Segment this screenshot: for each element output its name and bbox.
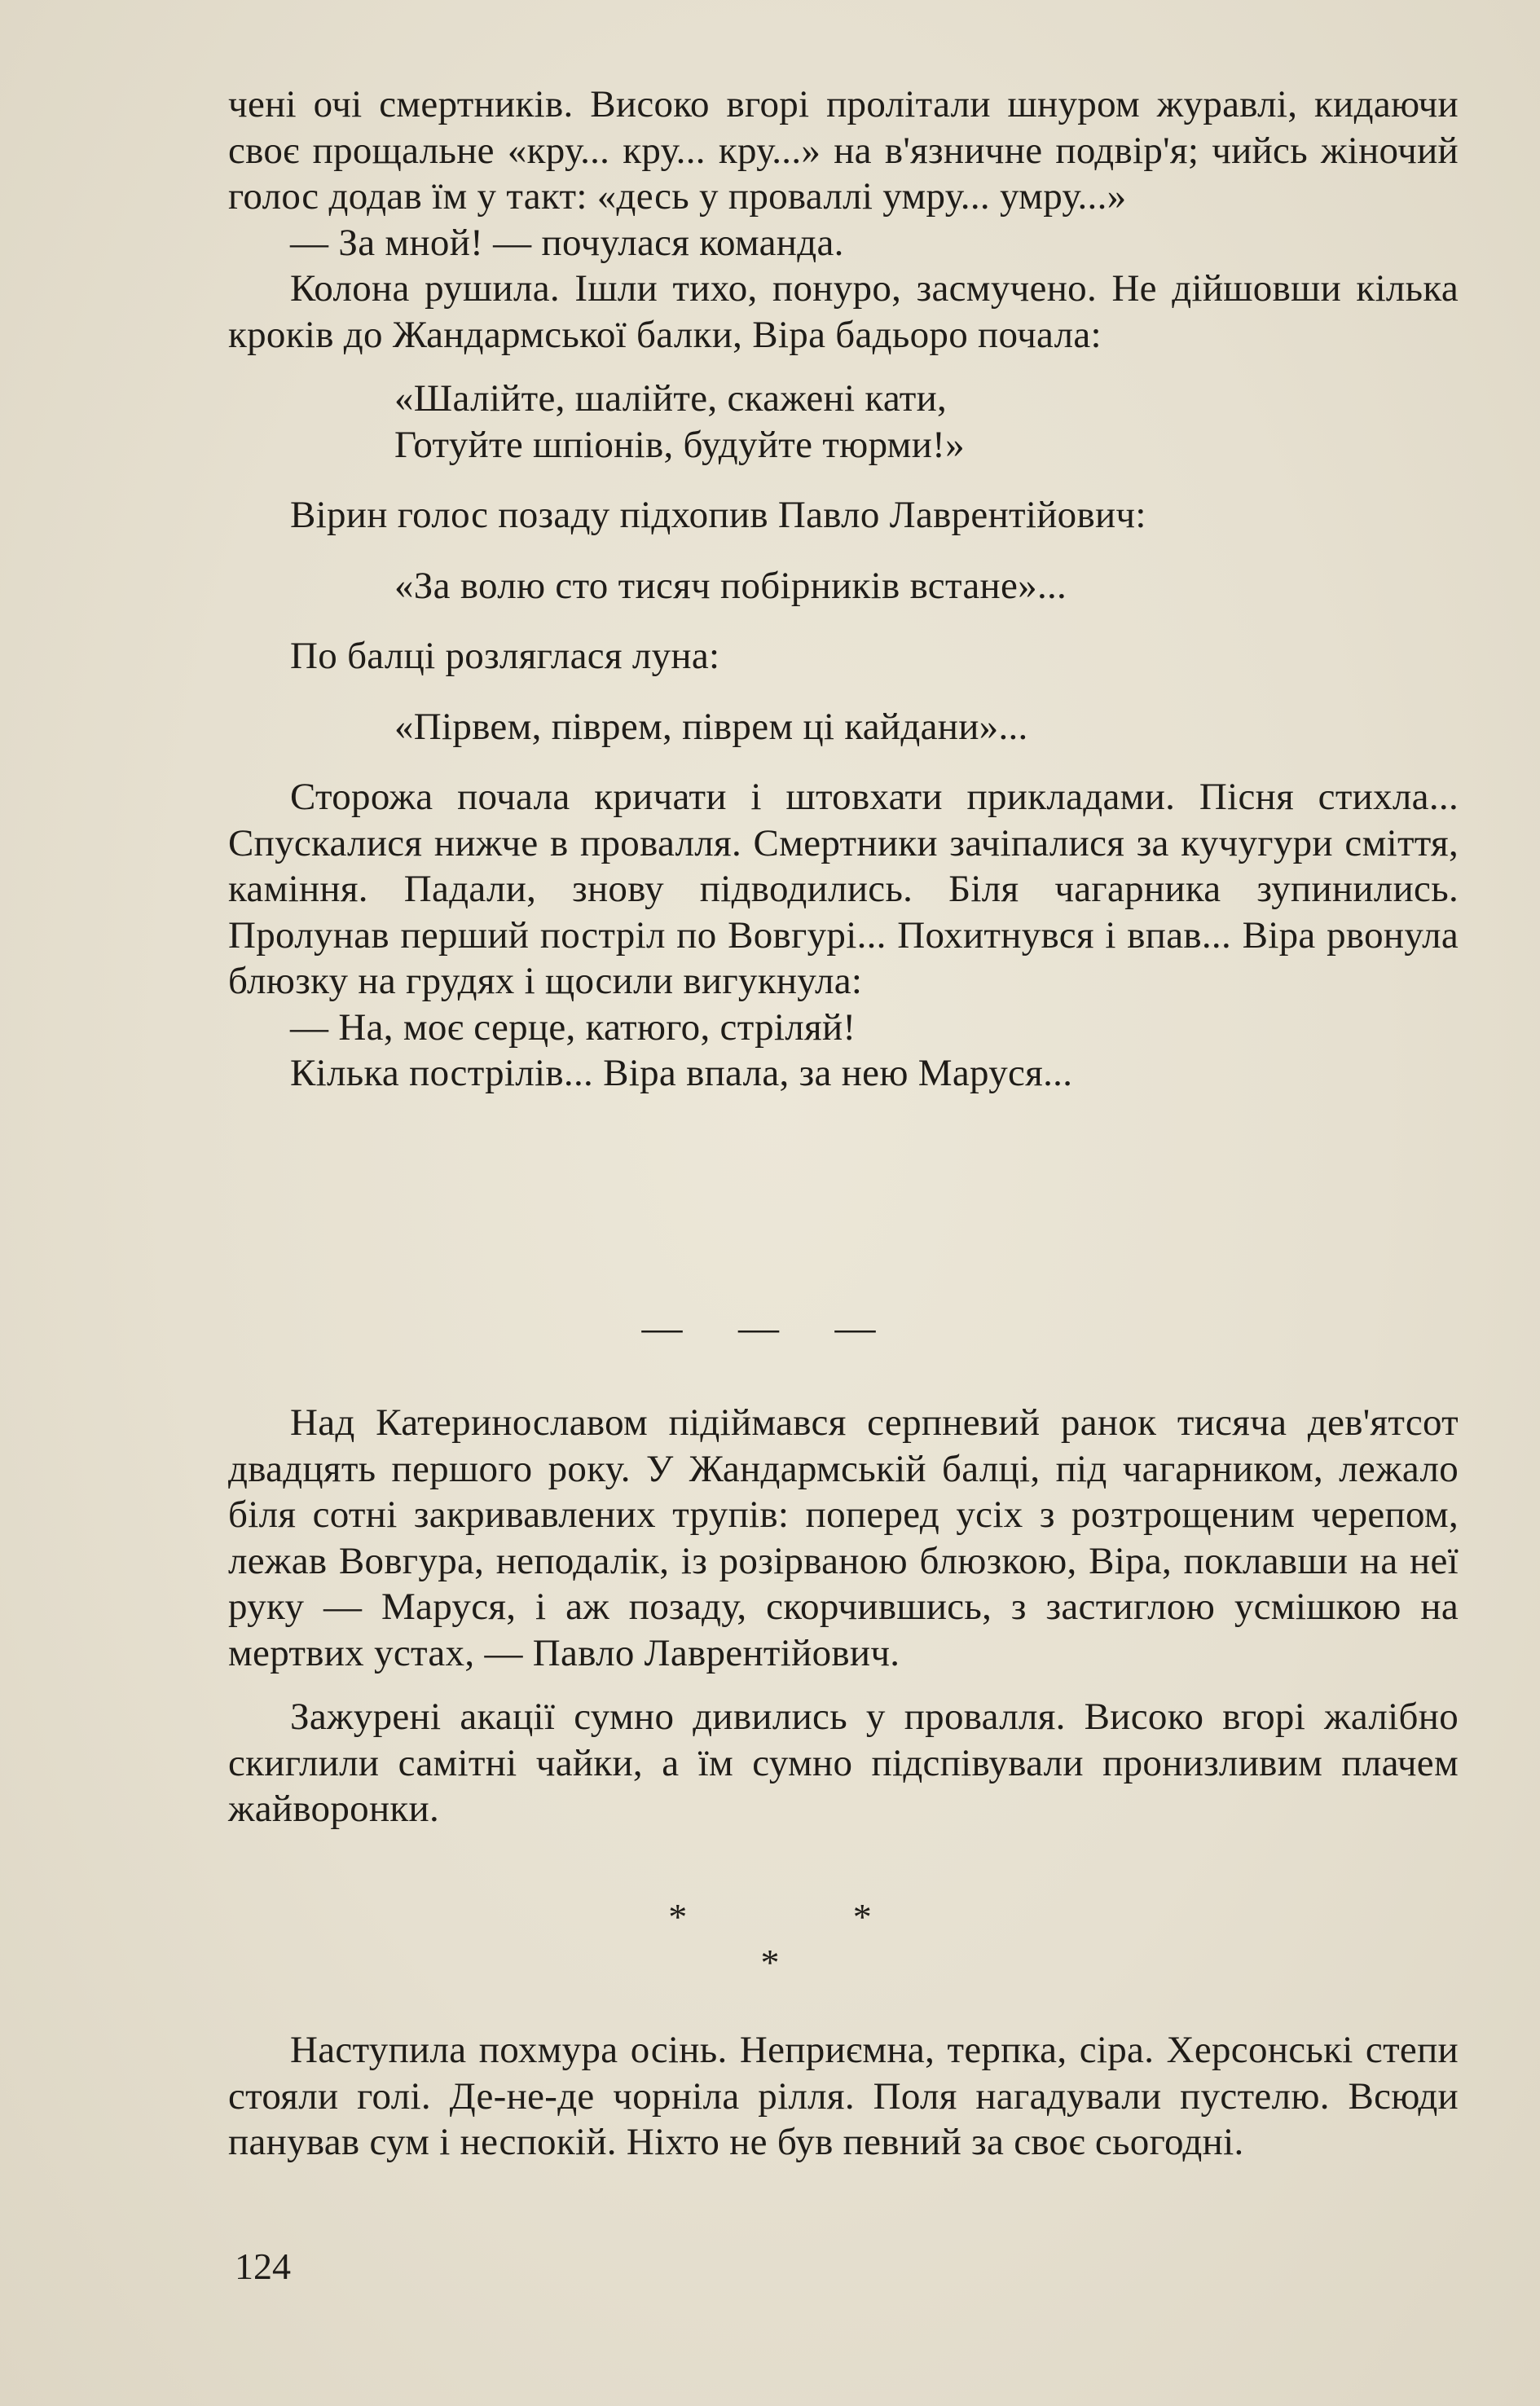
- verse-line: «Пірвем, піврем, піврем ці кайдани»...: [394, 705, 1028, 748]
- paragraph: Вірин голос позаду підхопив Павло Лаврентійович:: [290, 494, 1146, 536]
- asterism-top: * *: [668, 1896, 950, 1938]
- paragraph: чені очі смертників. Високо вгорі пролітали шнуром журавлі, кидаючи своє прощальне «кру... кру... кру...» на в'язничне подвір'я; чийсь жіночий голос додав їм у такт: «десь у проваллі умру... умру...»: [228, 83, 1459, 218]
- paragraph: Наступила похмура осінь. Неприємна, терпка, сіра. Херсонські степи стояли голі. Де-не-де чорніла рілля. Поля нагадували пустелю. Всюди панував сум і неспокій. Ніхто не був певний за своє сьогодні.: [228, 2029, 1459, 2163]
- asterism: [0, 1894, 1540, 1986]
- page-number: 124: [235, 2245, 291, 2287]
- section-3: [228, 2027, 1459, 2166]
- paragraph: Над Катеринославом підіймався серпневий ранок тисяча дев'ятсот двадцять першого року. У Жандармській балці, під чагарником, лежало біля сотні закривавлених трупів: поперед усіх з розтрощеним черепом, лежав Вовгура, неподалік, із розірваною блюзкою, Віра, поклавши на неї руку — Маруся, і аж позаду, скорчившись, з застиглою усмішкою на мертвих устах, — Павло Лаврентійович.: [228, 1401, 1459, 1674]
- section-2: [228, 1400, 1459, 1832]
- verse-line: «Шалійте, шалійте, скажені кати,: [394, 377, 948, 420]
- verse-line: Готуйте шпіонів, будуйте тюрми!»: [394, 423, 965, 466]
- paragraph: — За мной! — почулася команда.: [290, 221, 844, 264]
- paragraph: — На, моє серце, катюго, стріляй!: [290, 1005, 856, 1049]
- paragraph: Сторожа почала кричати і штовхати прикладами. Пісня стихла... Спускалися нижче в провалля. Смертники зачіпалися за кучугури сміття, каміння. Падали, знову підводились. Біля чагарника зупинились. Пролунав перший постріл по Вовгурі... Похитнувся і впав... Віра рвонула блюзку на грудях і щосили вигукнула:: [228, 776, 1459, 1002]
- section-separator: — — —: [641, 1304, 899, 1350]
- paragraph: Колона рушила. Ішли тихо, понуро, засмучено. Не дійшовши кілька кроків до Жандармської балки, Віра бадьоро почала:: [228, 267, 1459, 356]
- paragraph: Кілька пострілів... Віра впала, за нею Маруся...: [290, 1052, 1073, 1094]
- verse-line: «За волю сто тисяч побірників встане»...: [394, 564, 1067, 607]
- paragraph: По балці розляглася луна:: [290, 635, 720, 677]
- paragraph: Зажурені акації сумно дивились у провалля. Високо вгорі жалібно скиглили самітні чайки, а їм сумно підспівували пронизливим плачем жайворонки.: [228, 1696, 1459, 1830]
- verse-stanza: [228, 376, 1459, 468]
- section-1: [228, 81, 1459, 1097]
- asterism-bottom: *: [760, 1942, 780, 1983]
